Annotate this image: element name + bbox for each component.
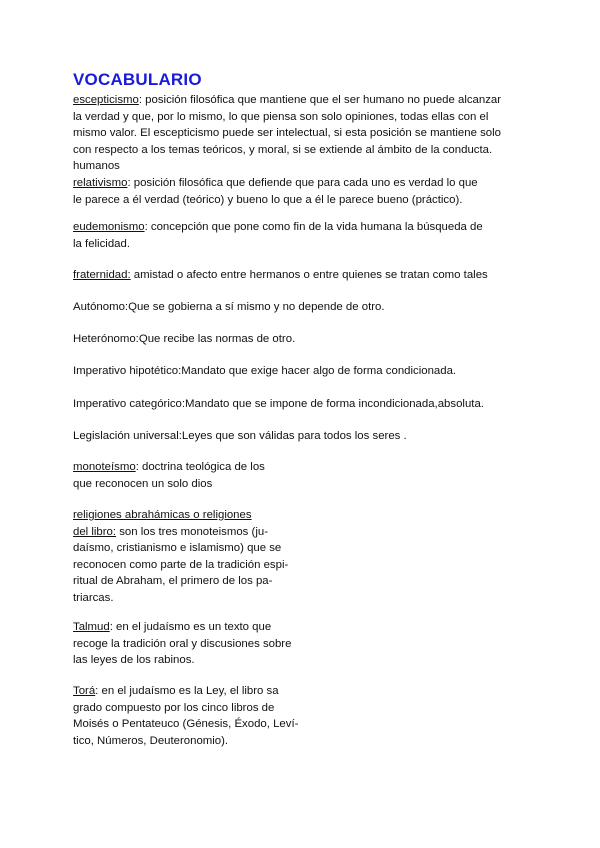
entry-escepticismo — [73, 92, 501, 208]
definition-text: son los tres monoteismos (ju- — [116, 525, 268, 538]
entry-imperativo-categorico — [73, 396, 484, 413]
term-escepticismo: escepticismo — [73, 94, 139, 106]
definition-line: humanos — [73, 160, 120, 173]
definition-line: Imperativo hipotético:Mandato que exige hacer algo de forma condicionada. — [73, 365, 457, 377]
definition-line: Moisés o Pentateuco (Génesis, Éxodo, Leví- — [73, 718, 299, 731]
term-religiones-line2: del libro: — [73, 525, 117, 538]
definition-line: Legislación universal:Leyes que son válidas para todos los seres . — [73, 430, 407, 442]
term-talmud: Talmud — [73, 621, 110, 633]
entry-line — [73, 459, 265, 476]
entry-fraternidad — [73, 267, 488, 284]
definition-line: le parece a él verdad (teórico) y bueno lo que a él le parece bueno (práctico). — [73, 193, 463, 206]
page-title: VOCABULARIO — [73, 70, 202, 89]
term-relativismo: relativismo — [73, 176, 128, 189]
definition-line: Autónomo:Que se gobierna a sí mismo y no depende de otro. — [73, 301, 385, 313]
definition-line: Imperativo categórico:Mandato que se impone de forma incondicionada,absoluta. — [73, 398, 484, 410]
definition-line: tico, Números, Deuteronomio). — [73, 734, 229, 747]
term-tora: Torá — [73, 685, 96, 697]
definition-line: ritual de Abraham, el primero de los pa- — [73, 575, 273, 588]
definition-text: : concepción que pone como fin de la vida humana la búsqueda de — [144, 221, 483, 233]
definition-line: recoge la tradición oral y discusiones sobre — [73, 637, 292, 650]
entry-relativismo — [73, 175, 501, 192]
definition-text: : doctrina teológica de los — [135, 461, 265, 473]
definition-text: amistad o afecto entre hermanos o entre quienes se tratan como tales — [130, 269, 488, 281]
definition-line: daísmo, cristianismo e islamismo) que se — [73, 542, 282, 555]
entry-line — [73, 92, 501, 109]
term-fraternidad: fraternidad: — [73, 269, 131, 281]
definition-line: triarcas. — [73, 591, 114, 604]
entry-line — [73, 619, 291, 636]
definition-line: mismo valor. El escepticismo puede ser intelectual, si esta posición se mantiene solo — [73, 127, 501, 140]
definition-line: que reconocen un solo dios — [73, 477, 213, 490]
definition-text: : en el judaísmo es la Ley, el libro sa — [95, 685, 279, 697]
entry-religiones-abrahamicas — [73, 507, 288, 607]
entry-talmud — [73, 619, 291, 669]
definition-line: la verdad y que, por lo mismo, lo que piensa son solo opiniones, todas ellas con el — [73, 110, 489, 123]
entry-line — [73, 267, 488, 284]
entry-autonomo — [73, 299, 385, 316]
term-monoteismo: monoteísmo — [73, 461, 136, 473]
definition-line: las leyes de los rabinos. — [73, 654, 195, 667]
definition-text: : en el judaísmo es un texto que — [109, 621, 272, 633]
definition-line: la felicidad. — [73, 237, 130, 250]
definition-line: reconocen como parte de la tradición espi- — [73, 558, 289, 571]
entry-legislacion-universal — [73, 428, 407, 445]
entry-line — [73, 683, 298, 700]
entry-eudemonismo — [73, 219, 483, 252]
definition-text: : posición filosófica que mantiene que el ser humano no puede alcanzar — [138, 94, 502, 106]
definition-text: : posición filosófica que defiende que para cada uno es verdad lo que — [127, 176, 478, 189]
entry-monoteismo — [73, 459, 265, 492]
definition-line: grado compuesto por los cinco libros de — [73, 701, 275, 714]
entry-line — [73, 524, 288, 541]
term-eudemonismo: eudemonismo — [73, 221, 145, 233]
term-religiones-line1: religiones abrahámicas o religiones — [73, 509, 252, 521]
entry-line — [73, 219, 483, 236]
definition-line: con respecto a los temas teóricos, y moral, si se extiende al ámbito de la conducta. — [73, 143, 493, 156]
definition-line: Heterónomo:Que recibe las normas de otro. — [73, 333, 296, 345]
entry-tora — [73, 683, 298, 749]
entry-imperativo-hipotetico — [73, 363, 456, 380]
entry-heteronomo — [73, 331, 295, 348]
